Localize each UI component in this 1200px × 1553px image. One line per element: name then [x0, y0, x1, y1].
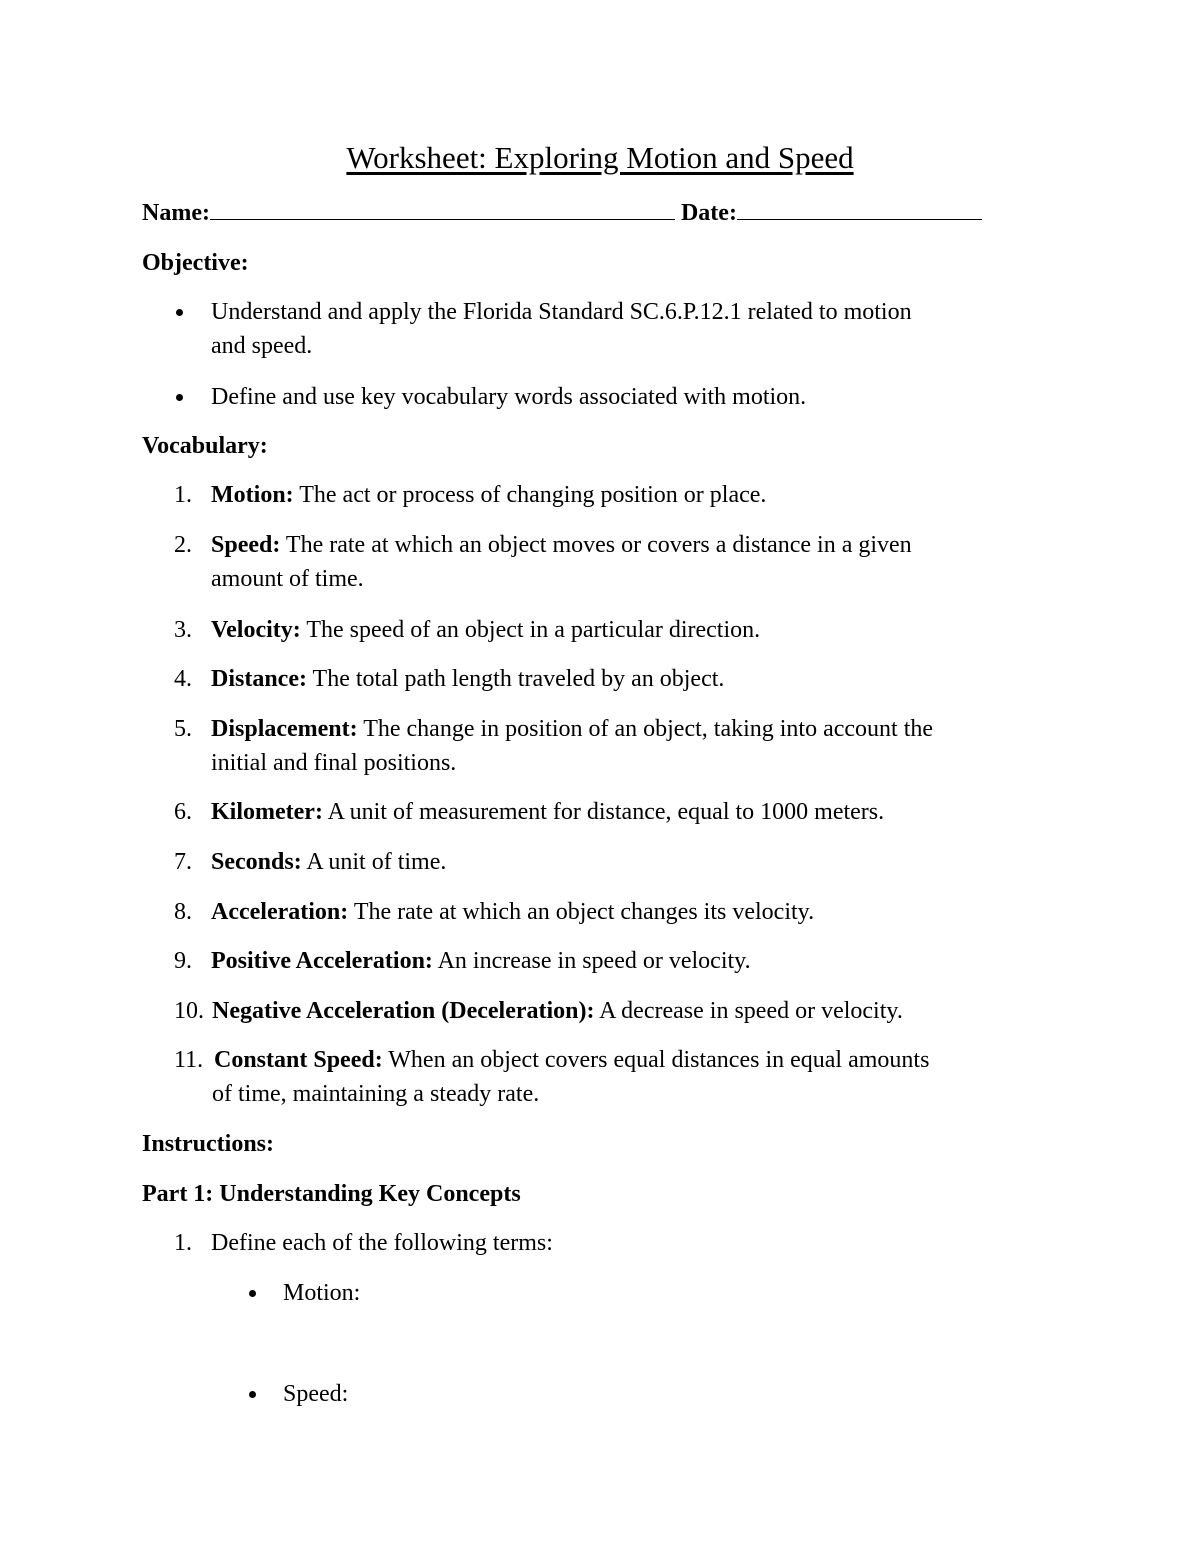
vocab-definition: When an object covers equal distances in equal amounts [382, 1047, 930, 1073]
vocab-definition-continued: amount of time. [211, 566, 364, 592]
vocab-number: 6. [174, 799, 192, 825]
name-date-row [142, 196, 982, 230]
vocab-definition: A decrease in speed or velocity. [594, 998, 903, 1024]
vocab-number: 3. [174, 617, 192, 643]
vocab-definition: An increase in speed or velocity. [432, 948, 751, 974]
vocabulary-heading: Vocabulary: [142, 433, 268, 459]
vocab-number: 9. [174, 948, 192, 974]
vocab-definition-continued: initial and final positions. [211, 750, 457, 776]
instructions-heading: Instructions: [142, 1131, 275, 1157]
worksheet-title: Worksheet: Exploring Motion and Speed [346, 140, 854, 175]
vocab-number: 8. [174, 899, 192, 925]
vocab-number: 4. [174, 666, 192, 692]
vocab-number: 7. [174, 849, 192, 875]
vocab-definition: The speed of an object in a particular direction. [300, 617, 761, 643]
vocab-number: 11. [174, 1047, 204, 1073]
vocab-term: Distance: [211, 666, 307, 692]
vocab-item-velocity [211, 613, 760, 647]
vocab-definition: The total path length traveled by an object. [306, 666, 725, 692]
part1-item-number: 1. [174, 1230, 192, 1256]
vocab-term: Speed: [211, 532, 281, 558]
date-label: Date: [680, 200, 737, 226]
vocab-number: 1. [174, 482, 192, 508]
vocab-item-kilometer [211, 795, 884, 829]
vocab-item-displacement [211, 712, 933, 746]
vocab-definition-continued: of time, maintaining a steady rate. [212, 1081, 540, 1107]
vocab-definition: The act or process of changing position or place. [293, 482, 767, 508]
vocab-definition: The rate at which an object moves or covers a distance in a given [280, 532, 912, 558]
vocab-term: Negative Acceleration (Deceleration): [212, 998, 595, 1024]
vocab-item-positive-acceleration [211, 944, 751, 978]
vocab-term: Kilometer: [211, 799, 323, 825]
vocab-item-motion [211, 478, 766, 512]
vocab-number: 5. [174, 716, 192, 742]
vocab-term: Seconds: [211, 849, 302, 875]
vocab-term: Constant Speed: [214, 1047, 383, 1073]
date-blank-line[interactable] [737, 197, 982, 220]
vocab-definition: The rate at which an object changes its velocity. [348, 899, 815, 925]
vocab-item-distance [211, 662, 724, 696]
vocab-definition: The change in position of an object, taking into account the [357, 716, 934, 742]
vocab-term: Motion: [211, 482, 294, 508]
part1-heading: Part 1: Understanding Key Concepts [142, 1181, 521, 1207]
vocab-item-constant-speed [214, 1043, 929, 1077]
objective-1-line-1: Understand and apply the Florida Standard SC.6.P.12.1 related to motion [211, 299, 912, 325]
objective-1-line-2: and speed. [211, 333, 313, 359]
vocab-term: Acceleration: [211, 899, 349, 925]
vocab-item-speed [211, 528, 912, 562]
vocab-definition: A unit of measurement for distance, equal to 1000 meters. [322, 799, 885, 825]
name-label: Name: [142, 200, 210, 226]
vocab-term: Positive Acceleration: [211, 948, 433, 974]
vocab-item-seconds [211, 845, 446, 879]
vocab-number: 2. [174, 532, 192, 558]
vocab-term: Displacement: [211, 716, 358, 742]
name-blank-line[interactable] [210, 197, 675, 220]
objective-heading: Objective: [142, 250, 249, 276]
vocab-item-negative-acceleration [212, 994, 903, 1028]
vocab-definition: A unit of time. [301, 849, 447, 875]
objective-2-line-1: Define and use key vocabulary words associated with motion. [211, 384, 807, 410]
vocab-term: Velocity: [211, 617, 301, 643]
part1-subitem-motion: Motion: [283, 1280, 361, 1306]
vocab-item-acceleration [211, 895, 814, 929]
part1-item-text: Define each of the following terms: [211, 1230, 553, 1256]
part1-subitem-speed: Speed: [283, 1381, 349, 1407]
vocab-number: 10. [174, 998, 204, 1024]
